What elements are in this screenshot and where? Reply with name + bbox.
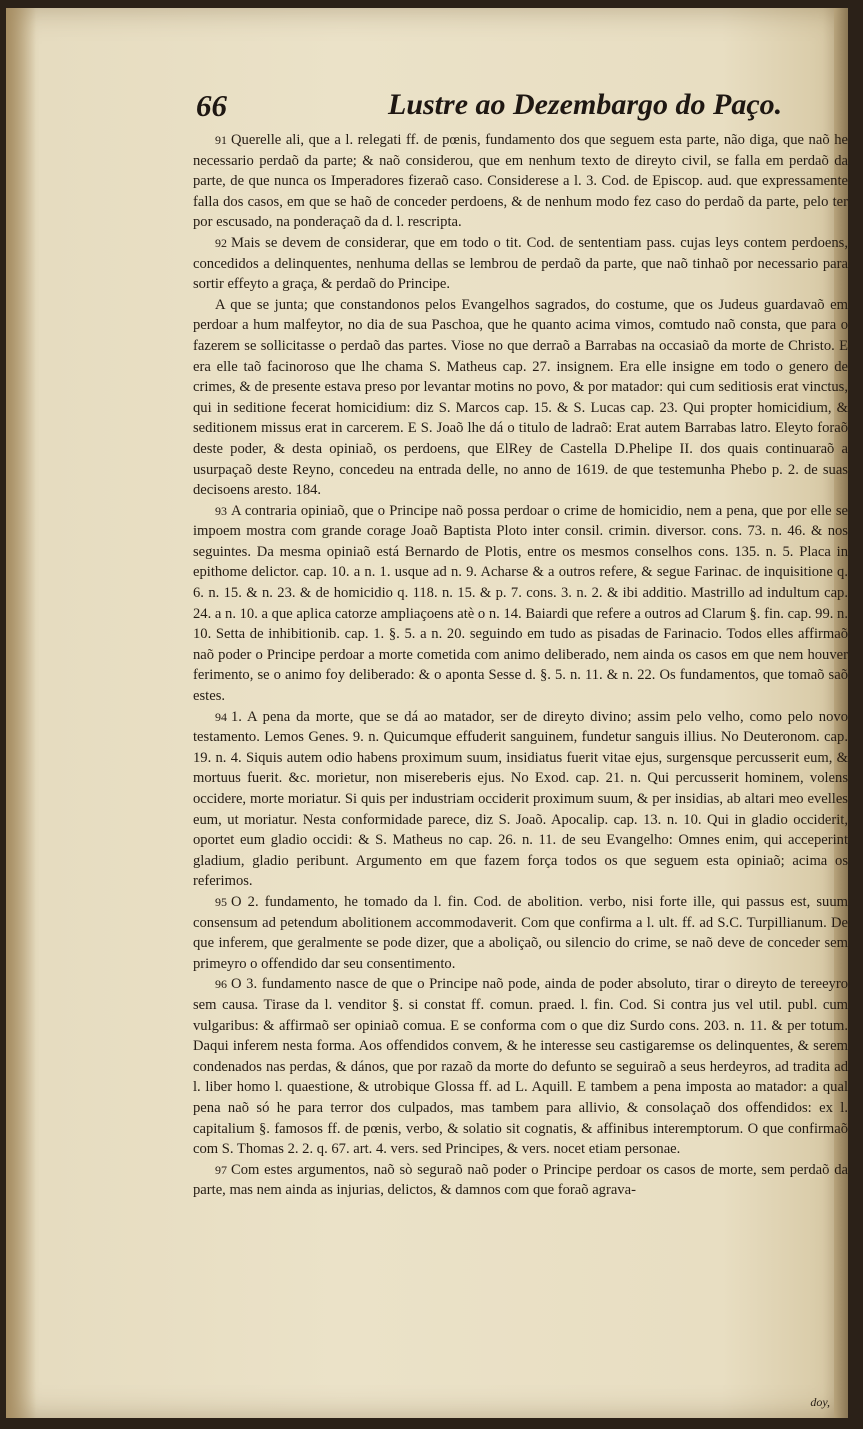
paragraph-97 xyxy=(193,1160,848,1201)
book-page xyxy=(6,8,848,1418)
paragraph-text: Mais se devem de considerar, que em todo o tit. Cod. de sententiam pass. cujas leys contem perdoens, concedidos a delinquentes, nenhuma dellas se lembrou de perdaõ da parte, que naõ tinhaõ por necessario para sortir effeyto a graça, & perdaõ do Principe. xyxy=(193,234,848,293)
paragraph-number: 97 xyxy=(215,1162,227,1177)
paragraph-number: 95 xyxy=(215,894,227,909)
paragraph-text: Com estes argumentos, naõ sò seguraõ naõ poder o Principe perdoar os casos de morte, sem perdaõ da parte, mas nem ainda as injurias, delictos, & damnos com que foraõ agrava- xyxy=(193,1161,848,1199)
paragraph-92-continued xyxy=(193,295,848,501)
paragraph-number: 91 xyxy=(215,133,227,147)
paragraph-text: O 3. fundamento nasce de que o Principe naõ pode, ainda de poder absoluto, tirar o direyto de tereeyro sem causa. Tirase da l. venditor §. si constat ff. comun. praed. l. fin. Cod. Si contra jus vel util. publ. cum vulgaribus: & affirmaõ ser opiniaõ comua. E se conforma com o que diz Surdo cons. 203. n. 11. & per totum. Daqui inferem nesta forma. Aos offendidos convem, & he interesse seu castigaremse os delinquentes, & serem condenados nas perdas, & dános, que por razaõ da morte do defunto se seguiraõ a seus herdeyros, ad tradita ad l. liber homo l. quaestione, & utrobique Glossa ff. ad L. Aquill. E tambem a pena imposta ao matador: a qual pena naõ só he para terror dos culpados, mas tambem para allivio, & consolaçaõ dos offendidos: ex l. capitalium §. famosos ff. de pœnis, verbo, & solatio sit cognatis, & affinibus interemptorum. O que confirmaõ com S. Thomas 2. 2. q. 67. art. 4. vers. sed Principes, & vers. nocet etiam personae. xyxy=(193,976,848,1158)
page-number: 66 xyxy=(196,88,227,123)
page-left-shadow xyxy=(6,8,36,1418)
paragraph-94 xyxy=(193,707,848,892)
paragraph-number: 94 xyxy=(215,709,227,724)
paragraph-number: 96 xyxy=(215,977,227,992)
paragraph-96 xyxy=(193,974,848,1159)
paragraph-text: Querelle ali, que a l. relegati ff. de pœnis, fundamento dos que seguem esta parte, não diga, que naõ he necessario perdaõ da parte; & naõ considerou, que em nenhum texto de direyto civil, se falla em perdaõ da parte, de que nunca os Imperadores fizeraõ caso. Considerese a l. 3. Cod. de Episcop. aud. que expressamente falla dos casos, em que se haõ de conceder perdoens, & de nenhum modo fez caso do perdaõ da parte, pelo ter por escusado, na ponderaçaõ da d. l. rescripta. xyxy=(193,132,848,231)
paragraph-text: A contraria opiniaõ, que o Principe naõ possa perdoar o crime de homicidio, nem a pena, que por elle se impoem mostra com grande corage Joaõ Baptista Ploto inter consil. crimin. diversor. cons. 73. n. 46. & nos seguintes. Da mesma opiniaõ está Bernardo de Plotis, entre os mesmos conselhos cons. 135. n. 5. Placa in epithome delictor. cap. 10. a n. 1. usque ad n. 9. Acharse & a outros refere, & segue Farinac. de inquisitione q. 6. n. 15. & n. 23. & de homicidio q. 118. n. 15. & p. 7. cons. 3. n. 2. & ibi additio. Mastrillo ad indultum cap. 24. a n. 10. a que aplica catorze ampliaçoens atè o n. 14. Baiardi que refere a outros ad Clarum §. fin. cap. 99. n. 10. Setta de inhibitionib. cap. 1. §. 5. a n. 20. seguindo em tudo as pisadas de Farinacio. Todos elles affirmaõ naõ poder o Principe perdoar a morte cometida com animo deliberado, nem ainda os casos em que nem houver ferimento, se o animo foy deliberado: & o aponta Sesse d. §. 5. n. 11. & n. 22. Os fundamentos, que tomaõ saõ estes. xyxy=(193,502,848,705)
paragraph-text: 1. A pena da morte, que se dá ao matador, ser de direyto divino; assim pelo velho, como pelo novo testamento. Lemos Genes. 9. n. Quicumque effuderit sanguinem, fundetur sanguis illius. No Deuteronom. cap. 19. n. 4. Siquis autem odio habens proximum suum, insidiatus fuerit vitae ejus, surgensque percusserit eum, & mortuus fuerit. &c. morietur, non misereberis ejus. No Exod. cap. 21. n. Qui percusserit hominem, volens occidere, morte moriatur. Si quis per industriam occiderit proximum suum, & per insidias, ab altari meo evelles eum, ut moriatur. Nesta conformidade parece, diz S. Joaõ. Apocalip. cap. 13. n. 10. Qui in gladio occiderit, oportet eum gladio occidi: & S. Matheus no cap. 26. n. 11. de seu Evangelho: Omnes enim, qui acceperint gladium, gladio peribunt. Argumento em que fazem força todos os que seguem esta opiniaõ; acima os referimos. xyxy=(193,708,848,890)
paragraph-95 xyxy=(193,892,848,974)
paragraph-92 xyxy=(193,233,848,295)
paragraph-number: 93 xyxy=(215,503,227,518)
paragraph-93 xyxy=(193,501,848,707)
paragraph-text: A que se junta; que constandonos pelos Evangelhos sagrados, do costume, que os Judeus guardavaõ em perdoar a hum malfeytor, no dia de sua Paschoa, que he quanto acima vimos, comtudo naõ consta, que para o fazerem se sollicitasse o perdaõ das partes. Viose no que derraõ a Barrabas na occasiaõ da morte de Christo. E era elle taõ facinoroso que lhe chama S. Matheus cap. 27. insignem. Era elle insigne em todo o genero de crimes, & de presente estava preso por levantar motins no povo, & por matador: qui cum seditiosis erat vinctus, qui in seditione fecerat homicidium: diz S. Marcos cap. 15. & S. Lucas cap. 23. Qui propter homicidium, & seditionem missus erat in carcerem. E S. Joaõ lhe dá o titulo de ladraõ: Erat autem Barrabas latro. Eleyto foraõ deste poder, & desta opiniaõ, os perdoens, que ElRey de Castella D.Phelipe II. dos quais continuaraõ a usurpaçaõ deste Reyno, concedeu na entrada delle, no anno de 1619. de que testemunha Phebo p. 2. de suas decisoens aresto. 184. xyxy=(193,296,848,499)
catchword: doy, xyxy=(810,1395,830,1409)
running-title: Lustre ao Dezembargo do Paço. xyxy=(388,88,783,121)
paragraph-number: 92 xyxy=(215,235,227,250)
body-text xyxy=(193,130,848,1418)
page-header xyxy=(196,88,836,132)
paragraph-91 xyxy=(193,130,848,233)
paragraph-text: O 2. fundamento, he tomado da l. fin. Cod. de abolition. verbo, nisi forte ille, qui passus est, suum consensum ad petendum abolitionem accommodaverit. Com que confirma a l. ult. ff. ad S.C. Turpillianum. De que inferem, que geralmente se pode dizer, que a aboliçaõ, ou silencio do crime, se naõ deve de conceder sem primeyro o offendido dar seu consentimento. xyxy=(193,893,848,972)
